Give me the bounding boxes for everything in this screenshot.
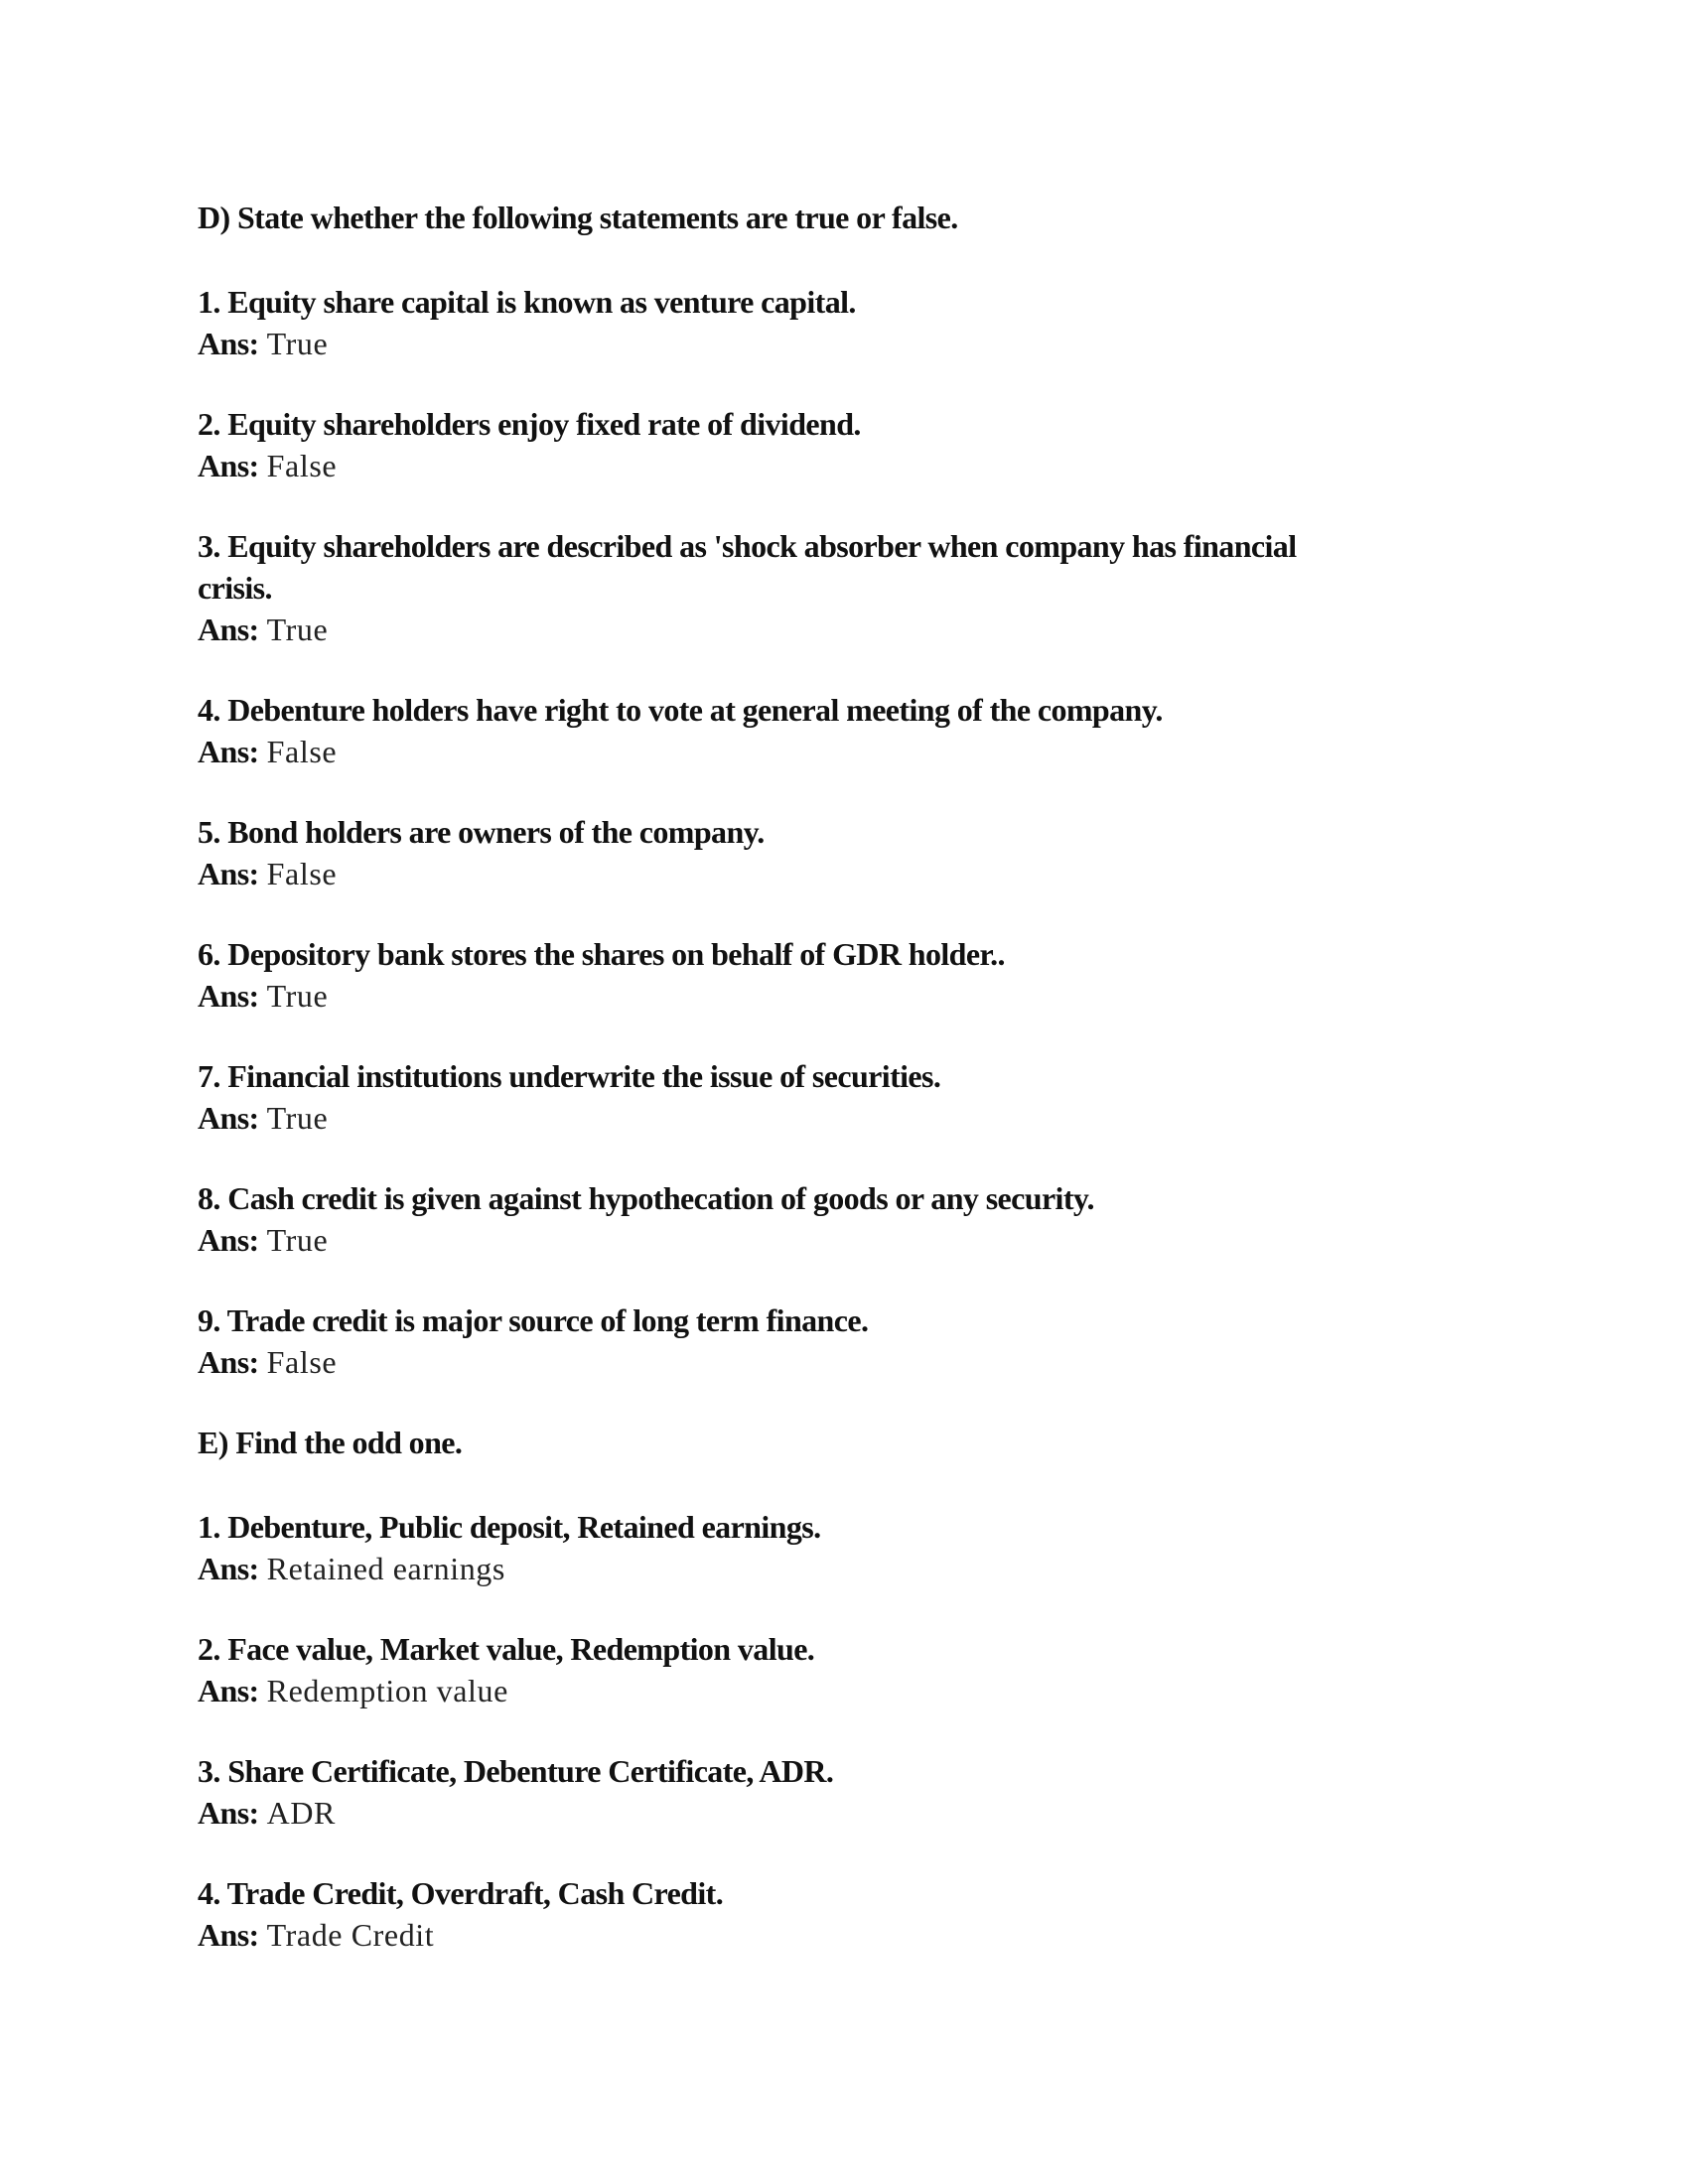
answer-value: Retained earnings <box>266 1551 505 1586</box>
question-item <box>198 1299 1508 1383</box>
answer-line <box>198 1219 1508 1261</box>
answer-label: Ans: <box>198 1100 259 1136</box>
section-d-heading: D) State whether the following statements are true or false. <box>198 200 958 235</box>
answer-line <box>198 1792 1508 1834</box>
answer-value: False <box>266 856 338 891</box>
question-text: 3. Equity shareholders are described as 'shock absorber when company has financial crisis. <box>198 528 1297 606</box>
answer-line <box>198 445 1508 486</box>
question-item <box>198 1506 1508 1589</box>
answer-value: False <box>266 1344 338 1380</box>
answer-line <box>198 853 1508 894</box>
question-text: 2. Face value, Market value, Redemption value. <box>198 1631 815 1667</box>
answer-value: True <box>266 612 329 647</box>
question-item <box>198 1055 1508 1139</box>
answer-label: Ans: <box>198 978 259 1014</box>
answer-label: Ans: <box>198 1917 259 1953</box>
answer-label: Ans: <box>198 326 259 361</box>
answer-line <box>198 1341 1508 1383</box>
question-text: 3. Share Certificate, Debenture Certificate, ADR. <box>198 1753 834 1789</box>
answer-line <box>198 1548 1508 1589</box>
answer-label: Ans: <box>198 1673 259 1708</box>
question-item <box>198 525 1508 650</box>
answer-line <box>198 609 1508 650</box>
answer-value: ADR <box>266 1795 336 1831</box>
question-item <box>198 281 1508 364</box>
answer-line <box>198 323 1508 364</box>
answer-label: Ans: <box>198 856 259 891</box>
question-text: 5. Bond holders are owners of the company. <box>198 814 765 850</box>
question-text: 4. Trade Credit, Overdraft, Cash Credit. <box>198 1875 724 1911</box>
answer-line <box>198 1914 1508 1956</box>
section-e-heading: E) Find the odd one. <box>198 1425 463 1460</box>
question-item <box>198 933 1508 1017</box>
question-item <box>198 1872 1508 1956</box>
answer-line <box>198 1670 1508 1711</box>
answer-value: True <box>266 1222 329 1258</box>
answer-value: False <box>266 734 338 769</box>
answer-label: Ans: <box>198 1344 259 1380</box>
answer-value: True <box>266 1100 329 1136</box>
answer-label: Ans: <box>198 612 259 647</box>
answer-value: True <box>266 978 329 1014</box>
question-text: 4. Debenture holders have right to vote at general meeting of the company. <box>198 692 1163 728</box>
question-item <box>198 403 1508 486</box>
section-e-items <box>198 1506 1508 1956</box>
answer-value: True <box>266 326 329 361</box>
answer-label: Ans: <box>198 1795 259 1831</box>
section-d-items <box>198 281 1508 1383</box>
question-text: 8. Cash credit is given against hypothecation of goods or any security. <box>198 1180 1094 1216</box>
question-text: 6. Depository bank stores the shares on behalf of GDR holder.. <box>198 936 1005 972</box>
document-page <box>198 197 1508 1994</box>
answer-line <box>198 1097 1508 1139</box>
question-item <box>198 811 1508 894</box>
answer-label: Ans: <box>198 1551 259 1586</box>
answer-label: Ans: <box>198 734 259 769</box>
answer-value: Trade Credit <box>266 1917 435 1953</box>
question-text: 1. Debenture, Public deposit, Retained earnings. <box>198 1509 821 1545</box>
answer-value: Redemption value <box>266 1673 508 1708</box>
question-item <box>198 689 1508 772</box>
question-text: 1. Equity share capital is known as venture capital. <box>198 284 856 320</box>
question-item <box>198 1177 1508 1261</box>
answer-line <box>198 731 1508 772</box>
question-item <box>198 1628 1508 1711</box>
answer-label: Ans: <box>198 448 259 483</box>
question-item <box>198 1750 1508 1834</box>
answer-label: Ans: <box>198 1222 259 1258</box>
question-text: 2. Equity shareholders enjoy fixed rate of dividend. <box>198 406 861 442</box>
question-text: 9. Trade credit is major source of long term finance. <box>198 1302 869 1338</box>
question-text: 7. Financial institutions underwrite the issue of securities. <box>198 1058 941 1094</box>
answer-value: False <box>266 448 338 483</box>
answer-line <box>198 975 1508 1017</box>
